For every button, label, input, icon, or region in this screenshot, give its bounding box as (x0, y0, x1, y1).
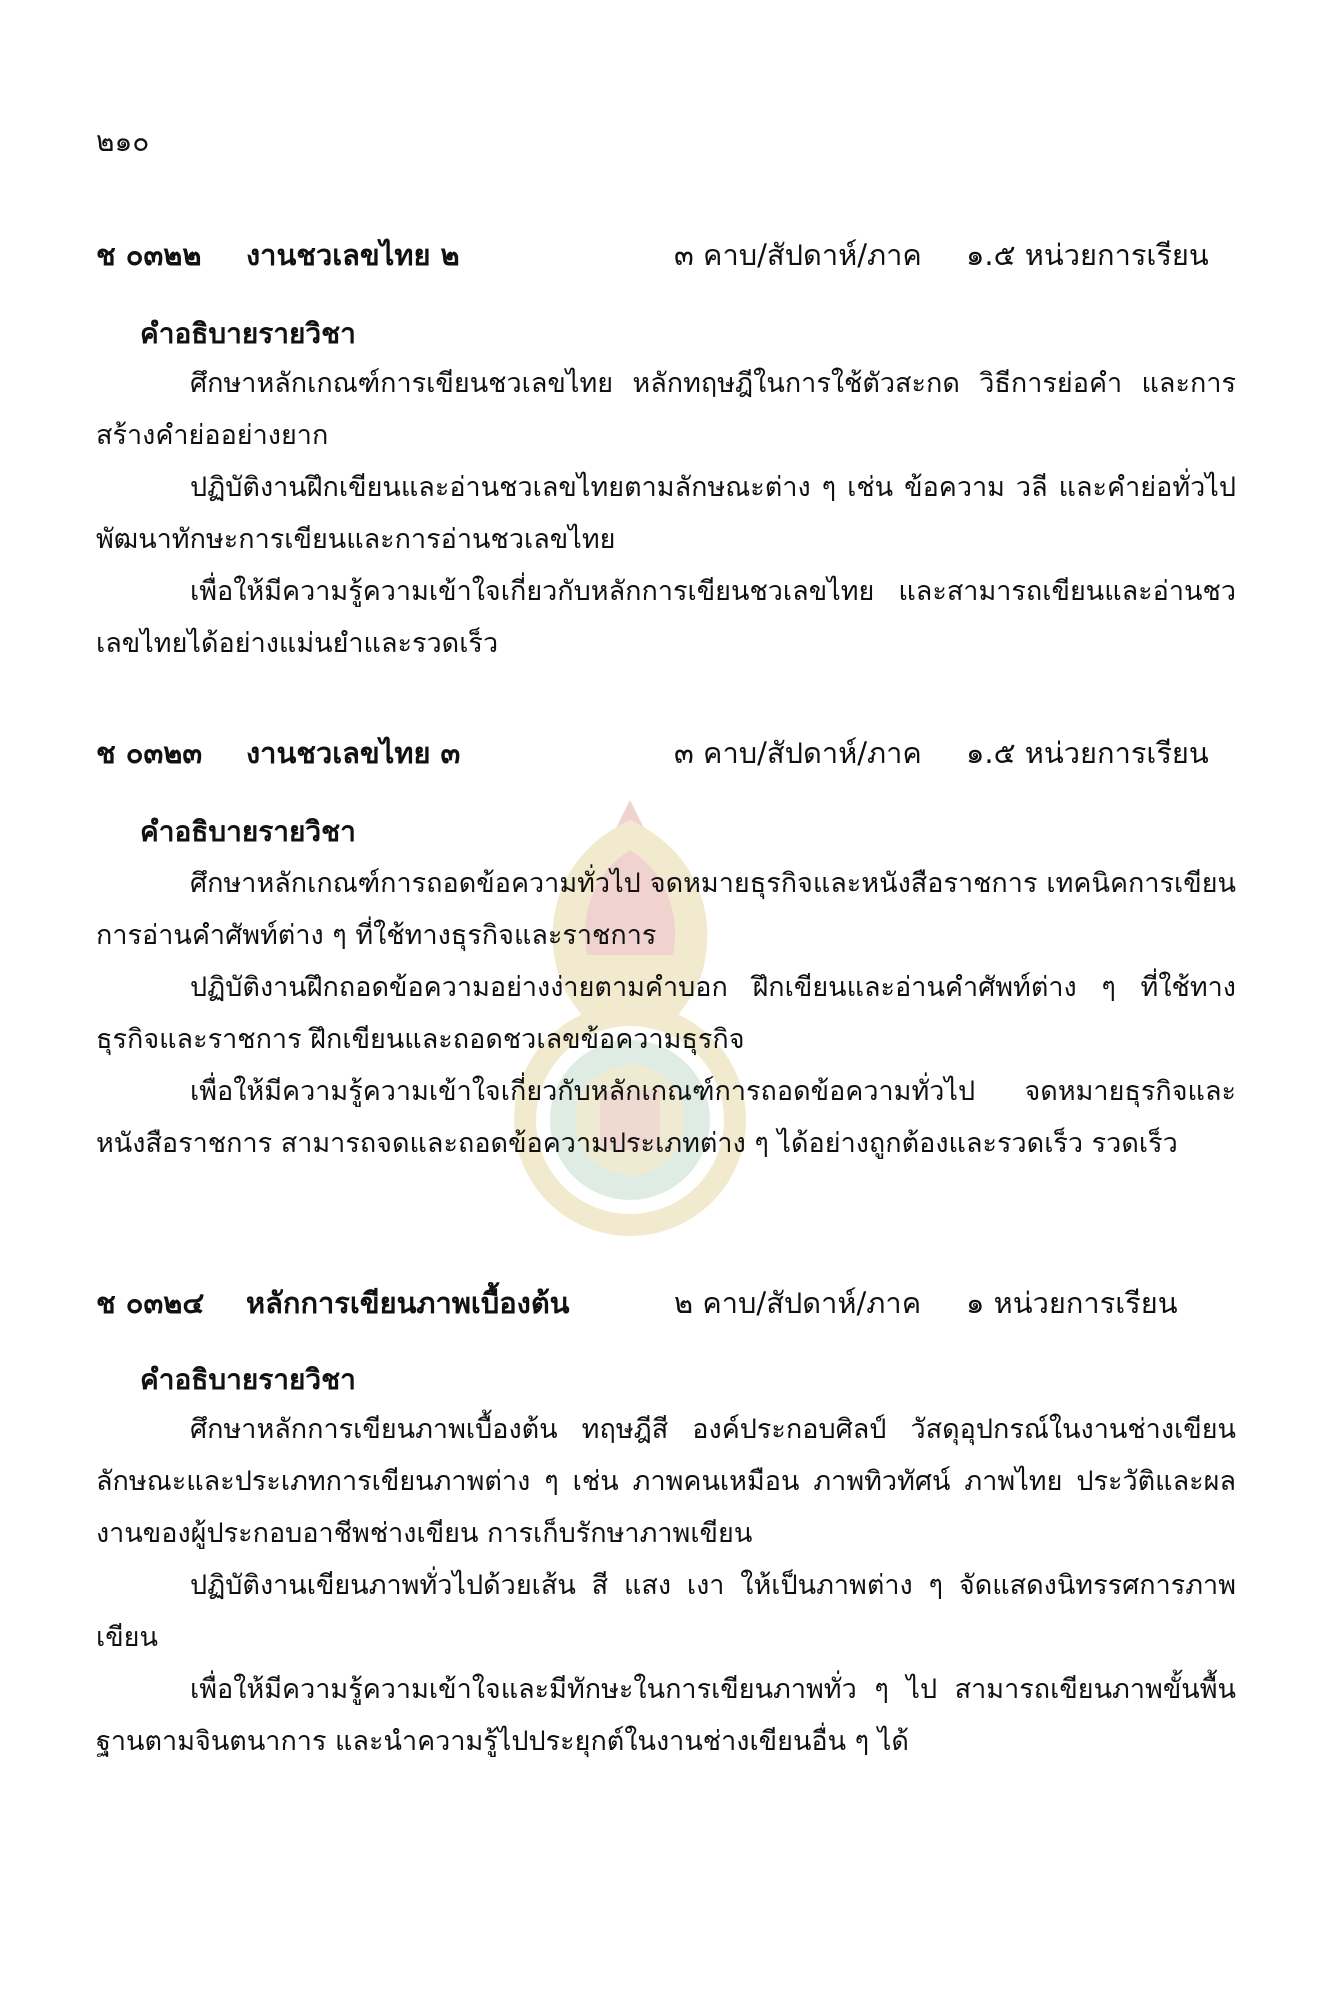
description-paragraph: เพื่อให้มีความรู้ความเข้าใจและมีทักษะในการเขียนภาพทั่ว ๆ ไป สามารถเขียนภาพขั้นพื้นฐานตามจินตนาการ และนำความรู้ไปประยุกต์ในงานช่างเขียนอื่น ๆ ได้ (96, 1674, 1236, 1757)
course-code: ช ๐๓๒๓ (96, 736, 203, 770)
description-heading: คำอธิบายรายวิชา (140, 317, 356, 350)
course-name: งานชวเลขไทย ๓ (246, 736, 461, 770)
course-credits: ๑ หน่วยการเรียน (966, 1286, 1178, 1320)
course-header (96, 232, 1246, 276)
course-name: หลักการเขียนภาพเบื้องต้น (246, 1286, 570, 1320)
course-hours: ๓ คาบ/สัปดาห์/ภาค (674, 238, 922, 272)
description-paragraph: ศึกษาหลักเกณฑ์การเขียนชวเลขไทย หลักทฤษฎีในการใช้ตัวสะกด วิธีการย่อคำ และการสร้างคำย่ออย่างยาก (96, 368, 1236, 451)
description-paragraph: ศึกษาหลักการเขียนภาพเบื้องต้น ทฤษฎีสี องค์ประกอบศิลป์ วัสดุอุปกรณ์ในงานช่างเขียน ลักษณะและประเภทการเขียนภาพต่าง ๆ เช่น ภาพคนเหมือน ภาพทิวทัศน์ ภาพไทย ประวัติและผลงานของผู้ประกอบอาชีพช่างเขียน การเก็บรักษาภาพเขียน (96, 1414, 1236, 1549)
course-code: ช ๐๓๒๒ (96, 238, 202, 272)
course-hours: ๓ คาบ/สัปดาห์/ภาค (674, 736, 922, 770)
description-heading: คำอธิบายรายวิชา (140, 1363, 356, 1396)
description-paragraph: เพื่อให้มีความรู้ความเข้าใจเกี่ยวกับหลักการเขียนชวเลขไทย และสามารถเขียนและอ่านชวเลขไทยได้อย่างแม่นยำและรวดเร็ว (96, 576, 1236, 659)
description-heading: คำอธิบายรายวิชา (140, 815, 356, 848)
description-paragraph: เพื่อให้มีความรู้ความเข้าใจเกี่ยวกับหลักเกณฑ์การถอดข้อความทั่วไป จดหมายธุรกิจและหนังสือราชการ สามารถจดและถอดข้อความประเภทต่าง ๆ ได้อย่างถูกต้องและรวดเร็ว รวดเร็ว (96, 1076, 1236, 1159)
course-code: ช ๐๓๒๔ (96, 1286, 205, 1320)
description-paragraph: ปฏิบัติงานฝึกเขียนและอ่านชวเลขไทยตามลักษณะต่าง ๆ เช่น ข้อความ วลี และคำย่อทั่วไป พัฒนาทักษะการเขียนและการอ่านชวเลขไทย (96, 472, 1236, 555)
course-name: งานชวเลขไทย ๒ (246, 238, 460, 272)
course-header (96, 1280, 1246, 1324)
description-paragraph: ปฏิบัติงานเขียนภาพทั่วไปด้วยเส้น สี แสง เงา ให้เป็นภาพต่าง ๆ จัดแสดงนิทรรศการภาพเขียน (96, 1570, 1236, 1653)
course-header (96, 730, 1246, 774)
course-credits: ๑.๕ หน่วยการเรียน (966, 238, 1209, 272)
description-paragraph: ศึกษาหลักเกณฑ์การถอดข้อความทั่วไป จดหมายธุรกิจและหนังสือราชการ เทคนิคการเขียนการอ่านคำศัพท์ต่าง ๆ ที่ใช้ทางธุรกิจและราชการ (96, 868, 1236, 951)
description-paragraph: ปฏิบัติงานฝึกถอดข้อความอย่างง่ายตามคำบอก ฝึกเขียนและอ่านคำศัพท์ต่าง ๆ ที่ใช้ทางธุรกิจและราชการ ฝึกเขียนและถอดชวเลขข้อความธุรกิจ (96, 972, 1236, 1055)
course-hours: ๒ คาบ/สัปดาห์/ภาค (674, 1286, 922, 1320)
course-credits: ๑.๕ หน่วยการเรียน (966, 736, 1209, 770)
page-number: ๒๑๐ (96, 125, 150, 158)
